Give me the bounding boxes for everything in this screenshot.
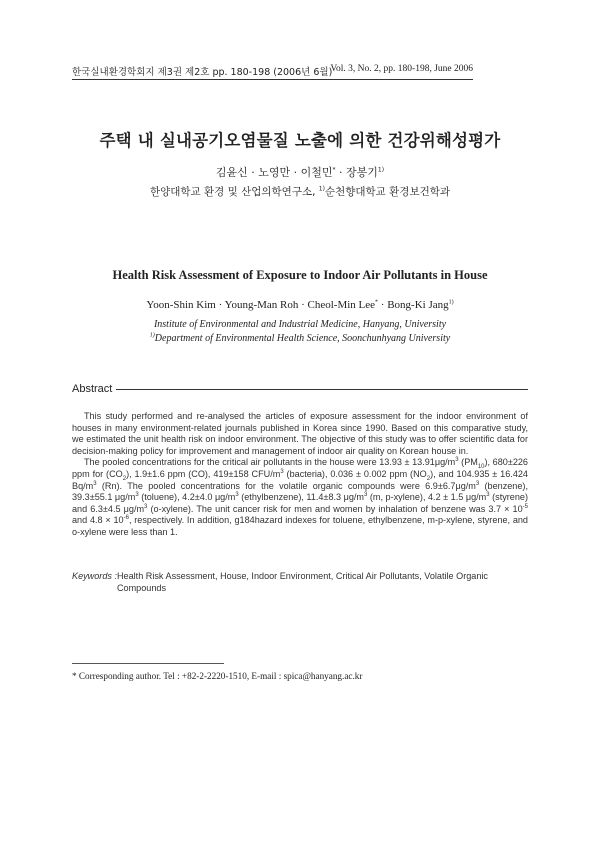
abstract-sup: 3 — [144, 503, 148, 510]
abstract-body — [72, 411, 528, 539]
abstract-heading-rule — [116, 389, 528, 390]
corresponding-author-footnote: * Corresponding author. Tel : +82-2-2220-1510, E-mail : spica@hanyang.ac.kr — [72, 671, 363, 681]
english-authors — [72, 299, 528, 311]
abstract-sup: 3 — [364, 492, 368, 499]
abstract-text: (ethylbenzene), 11.4±8.3 μg/m — [238, 492, 365, 503]
english-title: Health Risk Assessment of Exposure to Indoor Air Pollutants in House — [112, 268, 488, 282]
korean-authors — [72, 164, 528, 180]
korean-authors-tail: · 장봉기 — [335, 166, 378, 179]
korean-author-star: * — [332, 166, 336, 174]
korean-affil-tail: 순천향대학교 환경보건학과 — [324, 186, 451, 198]
abstract-sup: 3 — [475, 480, 480, 487]
abstract-paragraph-1: This study performed and re-analysed the articles of exposure assessment for the indoor environment of houses in many environment-related journals published in Korea since 1990. Based on this comparative study, we estimated the unit health risk on indoor environment. The objective of this study was to offer scientific data for decision-making policy for improvement and management of indoor air quality on Korean house in. — [72, 411, 528, 456]
abstract-text: ), 680±226 ppm for (CO — [72, 457, 528, 479]
abstract-sup: 3 — [455, 457, 459, 464]
keywords — [72, 570, 528, 594]
abstract-text: (benzene), 39.3±55.1 μg/m — [72, 480, 528, 503]
journal-header-english: Vol. 3, No. 2, pp. 180-198, June 2006 — [330, 64, 473, 74]
abstract-text: (toluene), 4.2±4.0 μg/m — [138, 492, 236, 503]
abstract-sub: 2 — [426, 475, 431, 482]
english-authors-main: Yoon-Shin Kim · Young-Man Roh · Cheol-Min Lee — [146, 299, 376, 311]
abstract-text: (PM — [458, 457, 478, 468]
abstract-heading-label: Abstract — [72, 383, 113, 395]
english-affil2-mark: 1) — [149, 332, 155, 339]
abstract-sup: -6 — [123, 515, 129, 522]
keywords-text: Health Risk Assessment, House, Indoor Environment, Critical Air Pollutants, Volatile Organic Compounds — [116, 571, 488, 593]
abstract-text: ), and 104.935 ± 16.424 Bq/m — [72, 468, 528, 491]
english-affiliation-2 — [72, 333, 528, 344]
korean-authors-main: 김윤신 · 노영만 · 이철민 — [215, 166, 333, 179]
abstract-text: , respectively. In addition, g184hazard indexes for toluene, ethylbenzene, m-p-xylene, styrene, and o-xylene were less than 1. — [72, 515, 528, 537]
header-divider — [72, 79, 473, 80]
abstract-text: (styrene) and 6.3±4.5 μg/m — [72, 492, 528, 514]
abstract-sup: -5 — [522, 503, 528, 510]
korean-affil-mark: 1) — [318, 185, 325, 193]
korean-title: 주택 내 실내공기오염물질 노출에 의한 건강위해성평가 — [99, 131, 501, 150]
footnote-divider — [72, 663, 224, 664]
abstract-text: (Rn). The pooled concentrations for the volatile organic compounds were 6.9±6.7μg/m — [96, 480, 476, 491]
english-affil2-text: Department of Environmental Health Science, Soonchunhyang University — [154, 333, 451, 344]
keywords-label: Keywords : — [72, 571, 117, 581]
korean-affiliations — [72, 184, 528, 199]
abstract-sup: 3 — [486, 492, 490, 499]
abstract-text: (o-xylene). The unit cancer risk for men and women by inhalation of benzene was 3.7 × 10 — [147, 503, 523, 514]
abstract-heading — [72, 383, 528, 395]
english-author-star: * — [375, 299, 379, 306]
abstract-sup: 3 — [280, 468, 284, 475]
abstract-text: ), 1.9±1.6 ppm (CO), 419±158 CFU/m — [126, 468, 281, 479]
abstract-sub: 10 — [477, 464, 485, 471]
abstract-text: (m, p-xylene), 4.2 ± 1.5 μg/m — [367, 492, 487, 503]
abstract-sub: 2 — [122, 475, 127, 482]
english-author-mark: 1) — [448, 299, 454, 306]
abstract-text: The pooled concentrations for the critical air pollutants in the house were 13.93 ± 13.91μg/m — [84, 457, 456, 468]
abstract-sup: 3 — [135, 492, 139, 499]
abstract-sup: 3 — [93, 480, 97, 487]
journal-header-korean: 한국실내환경학회지 제3권 제2호 pp. 180-198 (2006년 6월) — [72, 67, 333, 78]
english-affiliation-1: Institute of Environmental and Industrial Medicine, Hanyang, University — [153, 319, 447, 330]
english-authors-tail: · Bong-Ki Jang — [378, 299, 449, 311]
abstract-text: and 4.8 × 10 — [72, 515, 124, 526]
abstract-sup: 3 — [235, 492, 239, 499]
korean-affil-main: 한양대학교 환경 및 산업의학연구소, — [149, 186, 319, 198]
abstract-paragraph-2 — [72, 457, 528, 538]
abstract-text: (bacteria), 0.036 ± 0.002 ppm (NO — [283, 468, 427, 479]
korean-author-mark: 1) — [377, 166, 385, 174]
